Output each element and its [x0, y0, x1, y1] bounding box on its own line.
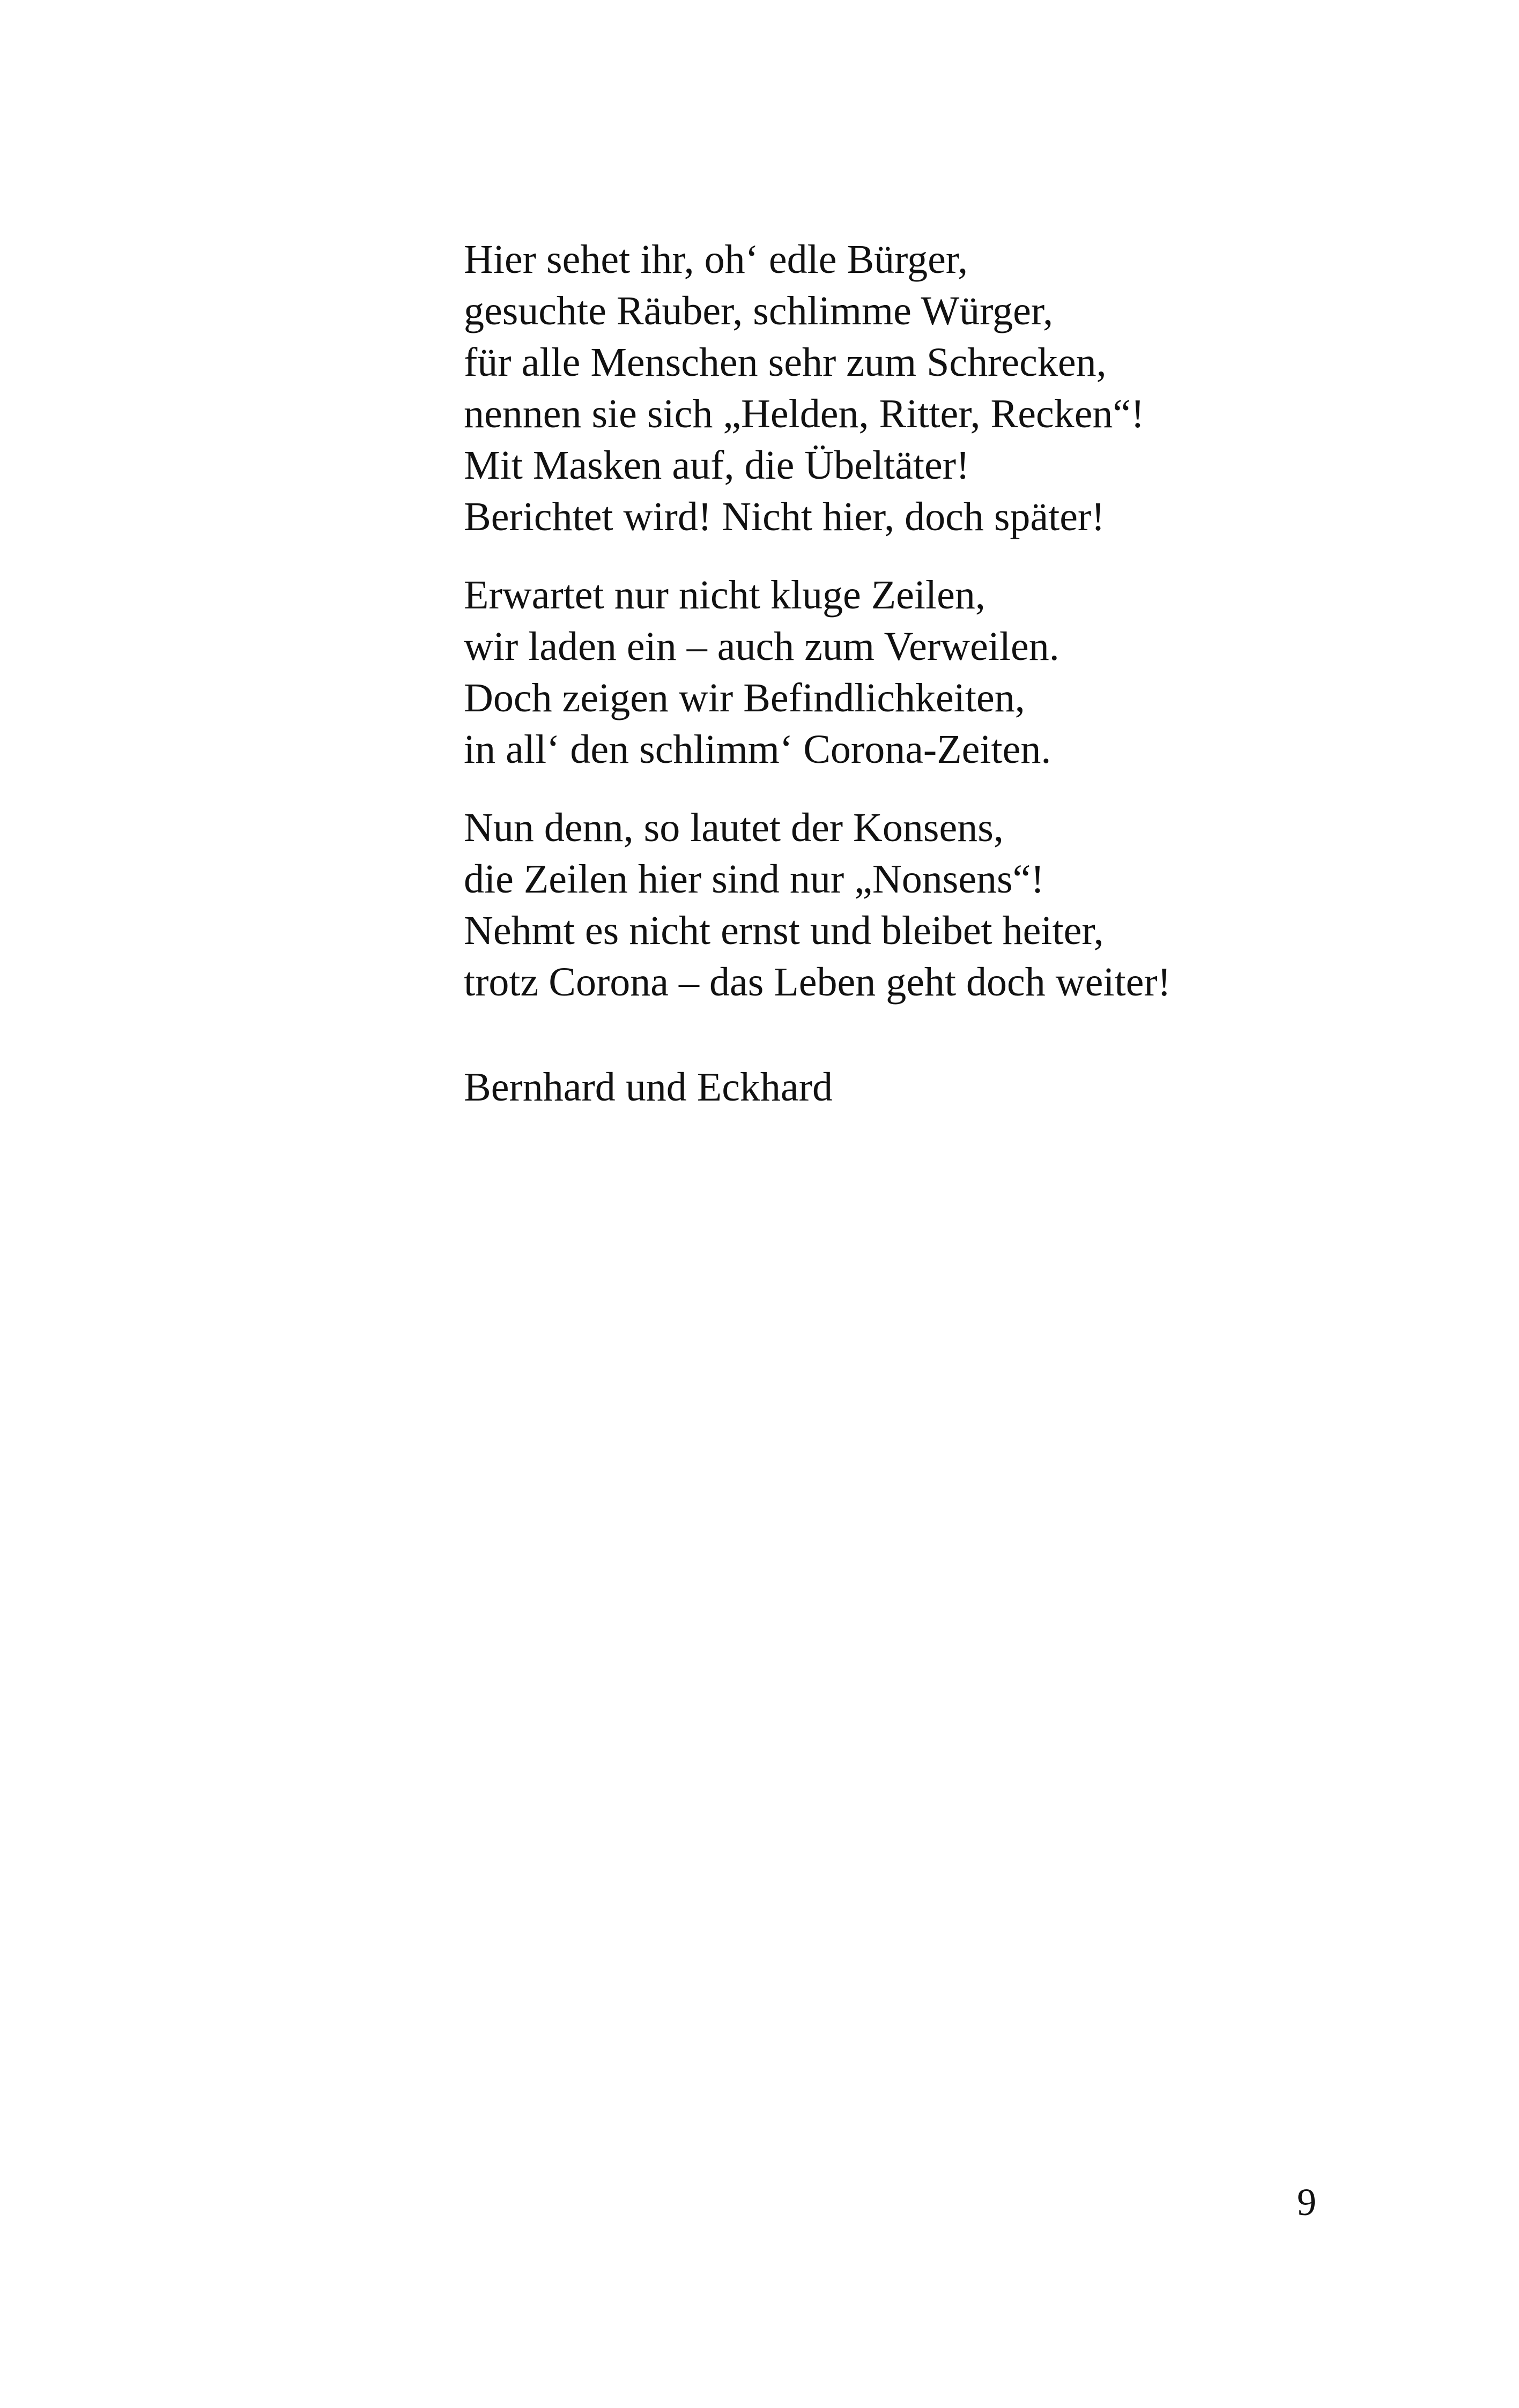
stanza-2	[464, 569, 1429, 775]
poem-line: Erwartet nur nicht kluge Zeilen,	[464, 573, 986, 618]
poem-line: Nehmt es nicht ernst und bleibet heiter,	[464, 908, 1104, 953]
poem-line: für alle Menschen sehr zum Schrecken,	[464, 340, 1107, 385]
poem-line: die Zeilen hier sind nur „Nonsens“!	[464, 857, 1044, 902]
poem-line: wir laden ein – auch zum Verweilen.	[464, 624, 1059, 669]
poem-line: Doch zeigen wir Befindlichkeiten,	[464, 675, 1025, 720]
stanza-1	[464, 234, 1429, 542]
poem-line: Nun denn, so lautet der Konsens,	[464, 805, 1004, 850]
poem-line: gesuchte Räuber, schlimme Würger,	[464, 288, 1054, 333]
author-signature: Bernhard und Eckhard	[464, 1065, 833, 1110]
poem-line: trotz Corona – das Leben geht doch weiter!	[464, 960, 1171, 1005]
page-number: 9	[1297, 2181, 1316, 2224]
poem-line: Berichtet wird! Nicht hier, doch später!	[464, 494, 1105, 539]
poem-line: in all‘ den schlimm‘ Corona-Zeiten.	[464, 727, 1051, 772]
poem-line: nennen sie sich „Helden, Ritter, Recken“!	[464, 391, 1145, 436]
poem-line: Hier sehet ihr, oh‘ edle Bürger,	[464, 237, 968, 282]
poem-line: Mit Masken auf, die Übeltäter!	[464, 443, 970, 488]
poem	[464, 234, 1429, 1113]
stanza-3	[464, 802, 1429, 1008]
